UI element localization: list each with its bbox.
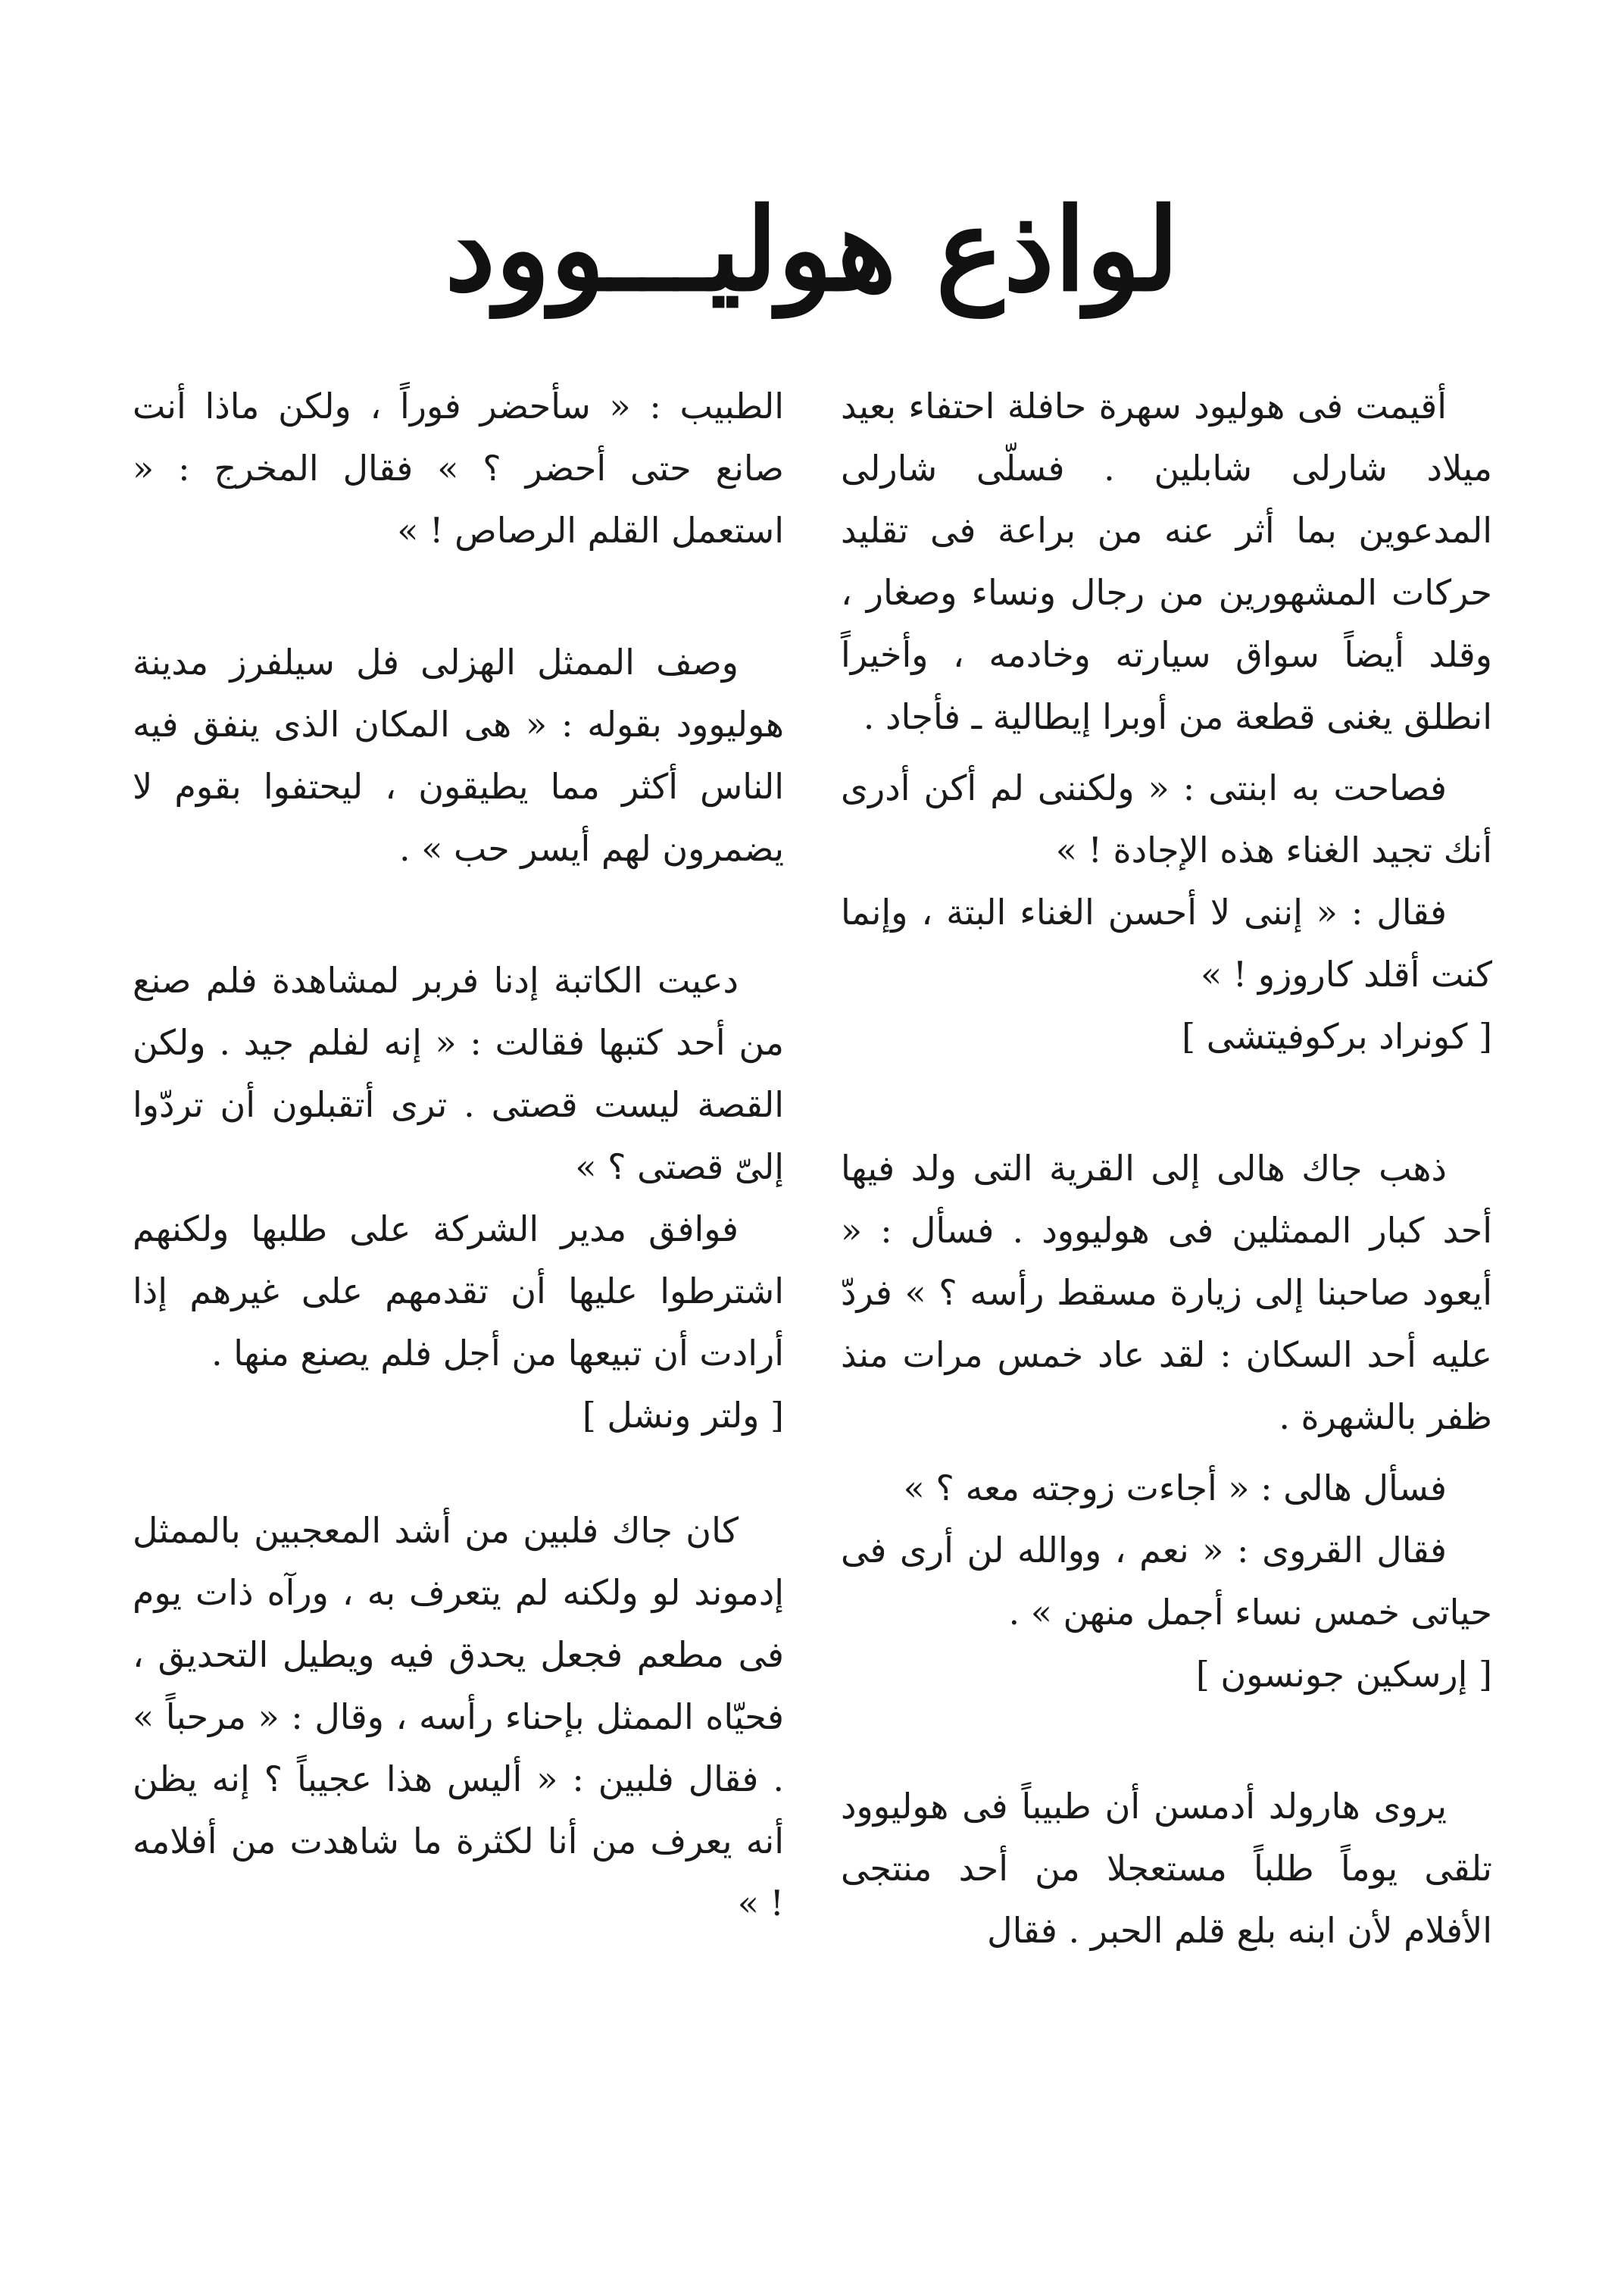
story5-source-text: [ ولتر ونشل ] [582,1395,784,1436]
story4-paragraph-1: وصف الممثل الهزلى فل سيلفرز مدينة هوليوود بقوله : « هى المكان الذى ينفق فيه الناس أكثر مما يطيقون ، ليحتفوا بقوم لا يضمرون لهم أيسر حب » . [133,642,784,869]
story6-paragraph-1: كان جاك فلبين من أشد المعجبين بالممثل إدموند لو ولكنه لم يتعرف به ، ورآه ذات يوم فى مطعم فجعل يحدق فيه ويطيل التحديق ، فحيّاه الممثل بإحناء رأسه ، وقال : « مرحباً » . فقال فلبين : « أليس هذا عجيباً ؟ إنه يظن أنه يعرف من أنا لكثرة ما شاهدت من أفلامه ! » [133,1510,784,1924]
right-column [841,375,1492,1961]
story5-paragraph-1: دعيت الكاتبة إدنا فربر لمشاهدة فلم صنع من أحد كتبها فقالت : « إنه لفلم جيد . ولكن القصة ليست قصتى . ترى أتقبلون أن تردّوا إلىّ قصتى ؟ » [133,960,784,1187]
page-title: لواذع هوليـــوود [445,183,1179,317]
left-column [133,375,784,1934]
story3-continuation: الطبيب : « سأحضر فوراً ، ولكن ماذا أنت صانع حتى أحضر ؟ » فقال المخرج : « استعمل القلم الرصاص ! » [133,386,784,551]
story1-paragraph-3: فقال : « إننى لا أحسن الغناء البتة ، وإنما كنت أقلد كاروزو ! » [841,892,1492,995]
story5-paragraph-2: فوافق مدير الشركة على طلبها ولكنهم اشترطوا عليها أن تقدمهم على غيرهم إذا أرادت أن تبيعها من أجل فلم يصنع منها . [133,1208,784,1374]
story2-source [841,1643,1492,1705]
story2-paragraph-1: ذهب جاك هالى إلى القرية التى ولد فيها أحد كبار الممثلين فى هوليوود . فسأل : « أيعود صاحبنا إلى زيارة مسقط رأسه ؟ » فردّ عليه أحد السكان : لقد عاد خمس مرات منذ ظفر بالشهرة . [841,1148,1492,1437]
story3-paragraph-1: يروى هارولد أدمسن أن طبيباً فى هوليوود تلقى يوماً طلباً مستعجلا من أحد منتجى الأفلام لأن ابنه بلع قلم الحبر . فقال [841,1786,1492,1951]
story5-source [133,1384,784,1446]
story1-source-text: [ كونراد بركوفيتشى ] [1182,1016,1492,1057]
story2-source-text: [ إرسكين جونسون ] [1195,1654,1492,1695]
story1-source [841,1005,1492,1067]
story1-paragraph-1: أقيمت فى هوليود سهرة حافلة احتفاء بعيد ميلاد شارلى شابلين . فسلّى شارلى المدعوين بما أثر عنه من براعة فى تقليد حركات المشهورين من رجال ونساء وصغار ، وقلد أيضاً سواق سيارته وخادمه ، وأخيراً انطلق يغنى قطعة من أوبرا إيطالية ـ فأجاد . [841,386,1492,737]
story2-paragraph-3: فقال القروى : « نعم ، ووالله لن أرى فى حياتى خمس نساء أجمل منهن » . [841,1530,1492,1633]
story2-paragraph-2: فسأل هالى : « أجاءت زوجته معه ؟ » [903,1468,1447,1508]
story1-paragraph-2: فصاحت به ابنتى : « ولكننى لم أكن أدرى أنك تجيد الغناء هذه الإجادة ! » [841,767,1492,871]
